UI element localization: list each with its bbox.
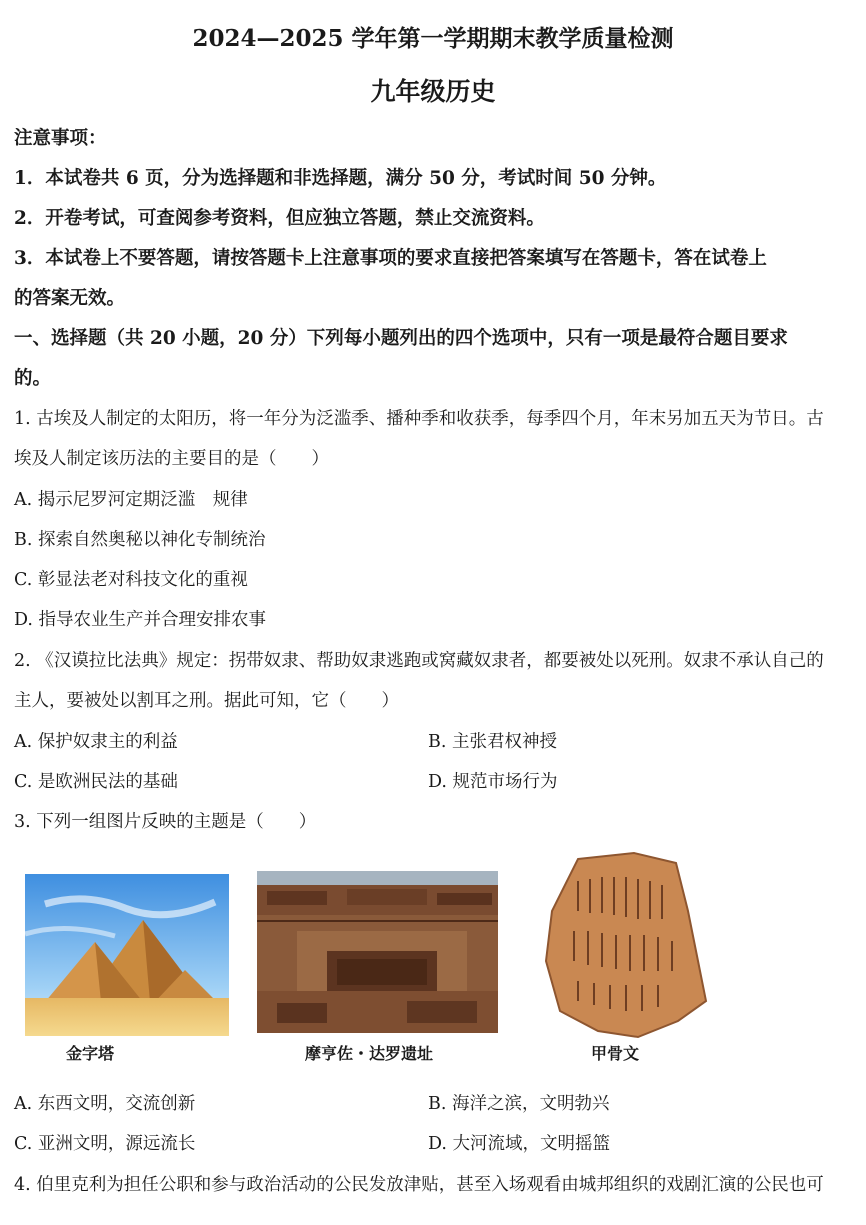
exam-title: 2024—2025 学年第一学期期末教学质量检测 [192, 25, 674, 52]
q2-stem: 2. 《汉谟拉比法典》规定：拐带奴隶、帮助奴隶逃跑或窝藏奴隶者，都要被处以死刑。奴隶不承认自己的 [14, 651, 824, 671]
q2-option-a: A. 保护奴隶主的利益 [14, 732, 178, 752]
notes-item: 的答案无效。 [14, 288, 126, 309]
image-caption: 金字塔 [66, 1044, 115, 1063]
q1-option-c: C. 彰显法老对科技文化的重视 [14, 570, 248, 590]
q4-stem: 4. 伯里克利为担任公职和参与政治活动的公民发放津贴，甚至入场观看由城邦组织的戏剧汇演的公民也可 [14, 1175, 824, 1195]
q1-stem: 埃及人制定该历法的主要目的是（ ） [14, 449, 329, 469]
q3-option-d: D. 大河流域，文明摇篮 [428, 1134, 611, 1154]
q3-option-b: B. 海洋之滨，文明勃兴 [428, 1094, 610, 1114]
q1-option-b: B. 探索自然奥秘以神化专制统治 [14, 530, 266, 550]
ruins-photo-icon [257, 871, 498, 1033]
q2-option-d: D. 规范市场行为 [428, 772, 558, 792]
image-caption: 甲骨文 [591, 1044, 640, 1063]
pyramid-photo-icon [25, 874, 229, 1036]
q1-stem: 1. 古埃及人制定的太阳历，将一年分为泛滥季、播种季和收获季，每季四个月，年末另加五天为节日。古 [14, 409, 824, 429]
q2-stem: 主人，要被处以割耳之刑。据此可知，它（ ） [14, 691, 399, 711]
notes-item: 2．开卷考试，可查阅参考资料，但应独立答题，禁止交流资料。 [14, 208, 545, 229]
q3-option-a: A. 东西文明，交流创新 [14, 1094, 196, 1114]
exam-subtitle: 九年级历史 [370, 77, 496, 106]
q2-option-c: C. 是欧洲民法的基础 [14, 772, 178, 792]
notes-heading: 注意事项： [14, 128, 107, 149]
q2-option-b: B. 主张君权神授 [428, 732, 557, 752]
oracle-bone-photo-icon [538, 851, 710, 1039]
notes-item: 1．本试卷共 6 页，分为选择题和非选择题，满分 50 分，考试时间 50 分钟。 [14, 168, 667, 189]
image-caption: 摩亨佐・达罗遗址 [305, 1044, 434, 1063]
q3-stem: 3. 下列一组图片反映的主题是（ ） [14, 812, 317, 832]
notes-item: 3．本试卷上不要答题，请按答题卡上注意事项的要求直接把答案填写在答题卡，答在试卷上 [14, 248, 767, 269]
q3-option-c: C. 亚洲文明，源远流长 [14, 1134, 196, 1154]
q1-option-a: A. 揭示尼罗河定期泛滥 规律 [14, 490, 248, 510]
q1-option-d: D. 指导农业生产并合理安排农事 [14, 610, 267, 630]
section-heading: 一、选择题（共 20 小题，20 分）下列每小题列出的四个选项中，只有一项是最符合题目要求 [14, 328, 788, 349]
section-heading: 的。 [14, 368, 52, 389]
